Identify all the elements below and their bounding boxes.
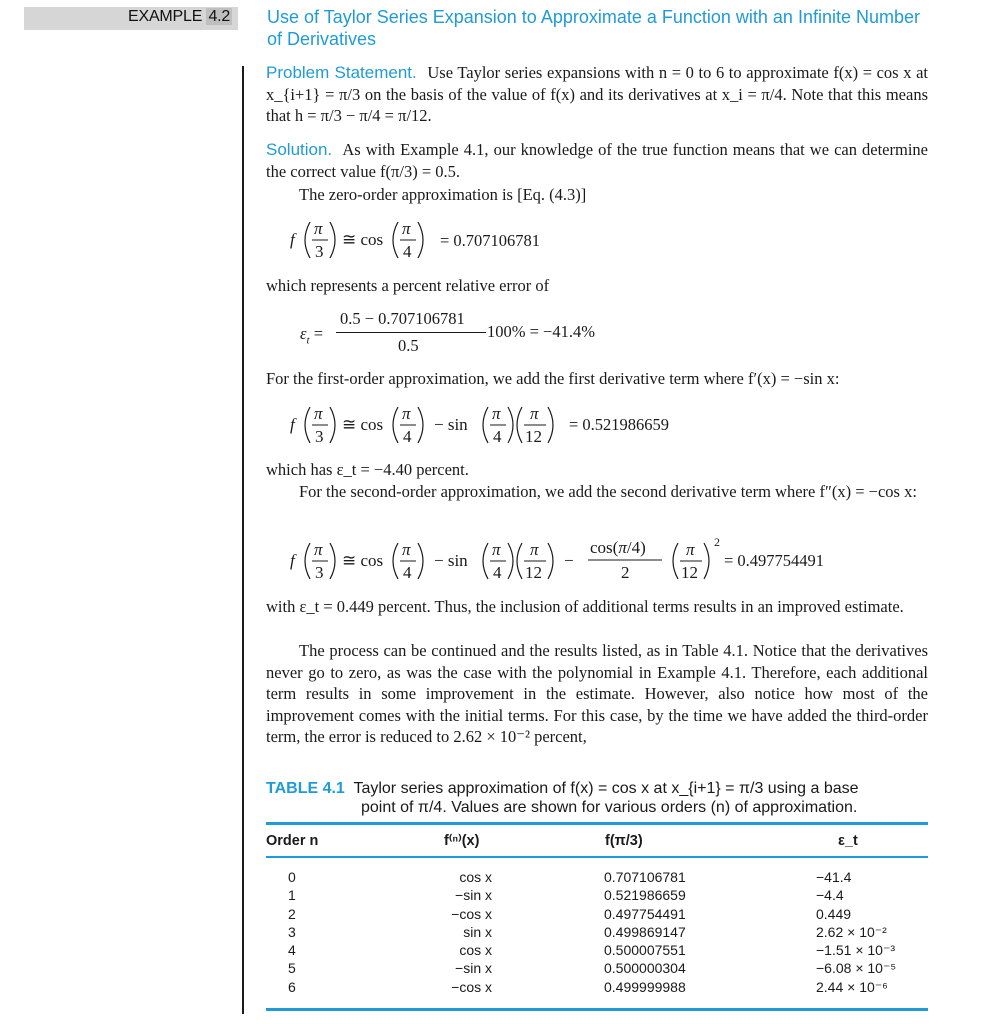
table-top-rule xyxy=(266,822,928,825)
svg-text:π: π xyxy=(686,540,695,559)
example-number: 4.2 xyxy=(208,8,231,25)
svg-text:4: 4 xyxy=(403,563,412,582)
table-column-derivative xyxy=(420,868,492,996)
svg-text:−: − xyxy=(564,551,574,570)
table-header-derivative: f⁽ⁿ⁾(x) xyxy=(444,833,480,849)
table-header-error: ε_t xyxy=(838,833,858,849)
second-order-error-text: with ε_t = 0.449 percent. Thus, the inclusion of additional terms results in an improved estimate. xyxy=(266,597,904,616)
eq2-denominator: 0.5 xyxy=(398,336,419,355)
problem-heading: Problem Statement. xyxy=(266,63,417,82)
table-cell: −sin x xyxy=(455,887,492,904)
table-column-value xyxy=(604,868,686,996)
table-cell: sin x xyxy=(463,923,492,940)
table-caption xyxy=(266,779,928,799)
table-cell: 0.521986659 xyxy=(604,887,686,904)
svg-text:π: π xyxy=(530,540,539,559)
margin-rule xyxy=(242,66,244,1014)
svg-text:2: 2 xyxy=(621,563,630,582)
example-label xyxy=(128,8,232,26)
table-header-rule xyxy=(266,856,928,858)
table-cell: −sin x xyxy=(455,960,492,977)
table-cell: 3 xyxy=(288,923,296,940)
eq2-numerator: 0.5 − 0.707106781 xyxy=(340,309,465,328)
table-cell: cos x xyxy=(459,942,492,959)
svg-text:2: 2 xyxy=(714,535,720,549)
svg-text:π: π xyxy=(530,404,539,423)
svg-text:π: π xyxy=(314,540,323,559)
eq4-result: = 0.497754491 xyxy=(724,551,825,570)
eq1-result: = 0.707106781 xyxy=(440,231,541,250)
svg-text:π: π xyxy=(492,404,501,423)
svg-text:12: 12 xyxy=(681,563,698,582)
svg-text:3: 3 xyxy=(315,563,324,582)
solution-text: As with Example 4.1, our knowledge of the true function means that we can determine the correct value f(π/3) = 0.5. xyxy=(266,140,928,181)
table-cell: 0.499999988 xyxy=(604,978,686,995)
svg-text:π: π xyxy=(402,219,411,238)
eq4-formula-svg xyxy=(290,533,730,585)
eq2-lhs: $\varepsilon_t$ = xyxy=(300,324,324,347)
problem-text: Use Taylor series expansions with n = 0 to 6 to approximate f(x) = cos x at x_{i+1} = π/3 on the basis of the value of f(x) and its derivatives at x_i = π/4. Note that this means that h = π/3 − π/4 = π/12. xyxy=(266,63,928,125)
svg-text:π: π xyxy=(402,540,411,559)
svg-text:4: 4 xyxy=(493,427,502,446)
table-header-value: f(π/3) xyxy=(605,833,643,849)
table-cell: −41.4 xyxy=(816,869,852,885)
example-title: Use of Taylor Series Expansion to Approximate a Function with an Infinite Number of Derivatives xyxy=(267,7,921,49)
svg-text:4: 4 xyxy=(403,242,412,261)
zero-order-text: The zero-order approximation is [Eq. (4.3)] xyxy=(299,185,587,204)
table-column-error xyxy=(790,868,926,996)
first-order-text: For the first-order approximation, we add the first derivative term where f′(x) = −sin x: xyxy=(266,369,840,388)
relative-error-text: which represents a percent relative error of xyxy=(266,276,550,295)
first-order-error-text: which has ε_t = −4.40 percent. xyxy=(266,460,469,479)
table-cell: 1 xyxy=(288,887,296,904)
svg-text:f: f xyxy=(290,230,295,249)
svg-text:− sin: − sin xyxy=(434,551,468,570)
table-caption-line1: Taylor series approximation of f(x) = cos x at x_{i+1} = π/3 using a base xyxy=(353,780,859,797)
problem-statement xyxy=(266,62,928,127)
svg-text:12: 12 xyxy=(525,427,542,446)
svg-text:≅ cos: ≅ cos xyxy=(342,415,384,434)
process-paragraph: The process can be continued and the results listed, as in Table 4.1. Notice that the derivatives never go to zero, as was the case with the polynomial in Example 4.1. Therefore, each additional term results in some improvement in the estimate. However, also notice how most of the improvement comes with the initial terms. For this case, by the time we have added the third-order term, the error is reduced to 2.62 × 10⁻² percent, xyxy=(266,641,928,746)
table-cell: 2.62 × 10⁻² xyxy=(816,923,887,940)
solution-paragraph xyxy=(266,139,928,182)
table-label: TABLE 4.1 xyxy=(266,780,345,797)
table-cell: −4.4 xyxy=(816,887,844,904)
svg-text:4: 4 xyxy=(493,563,502,582)
svg-text:12: 12 xyxy=(525,563,542,582)
equation-relative-error xyxy=(300,309,660,357)
example-label-word: EXAMPLE xyxy=(128,8,203,25)
table-cell: 0.707106781 xyxy=(604,869,686,885)
svg-text:cos(π/4): cos(π/4) xyxy=(590,538,646,557)
table-cell: 0.499869147 xyxy=(604,923,686,940)
svg-text:− sin: − sin xyxy=(434,415,468,434)
table-cell: −cos x xyxy=(451,905,492,922)
table-cell: 0.449 xyxy=(816,905,852,922)
table-cell: −cos x xyxy=(451,978,492,995)
table-cell: −6.08 × 10⁻⁵ xyxy=(816,960,897,977)
table-caption-line2: point of π/4. Values are shown for various orders (n) of approximation. xyxy=(361,799,858,816)
table-cell: −1.51 × 10⁻³ xyxy=(816,942,896,959)
table-column-order xyxy=(288,868,296,996)
second-order-text: For the second-order approximation, we add the second derivative term where f″(x) = −cos x: xyxy=(299,482,917,501)
eq3-result: = 0.521986659 xyxy=(569,415,670,434)
svg-text:π: π xyxy=(492,540,501,559)
table-cell: 0.497754491 xyxy=(604,905,686,922)
table-cell: 2 xyxy=(288,905,296,922)
table-header-order: Order n xyxy=(266,833,319,849)
table-cell: 6 xyxy=(288,978,296,995)
eq2-result: 100% = −41.4% xyxy=(487,322,595,341)
table-cell: 5 xyxy=(288,960,296,977)
table-cell: 0.500007551 xyxy=(604,942,686,959)
table-cell: 2.44 × 10⁻⁶ xyxy=(816,978,888,995)
svg-text:3: 3 xyxy=(315,427,324,446)
svg-text:π: π xyxy=(314,219,323,238)
svg-text:3: 3 xyxy=(315,242,324,261)
table-cell: cos x xyxy=(459,869,492,885)
table-cell: 0.500000304 xyxy=(604,960,686,977)
table-cell: 4 xyxy=(288,942,296,959)
solution-heading: Solution. xyxy=(266,140,333,159)
svg-text:π: π xyxy=(402,404,411,423)
svg-text:4: 4 xyxy=(403,427,412,446)
svg-text:π: π xyxy=(314,404,323,423)
table-cell: 0 xyxy=(288,869,296,885)
svg-text:f: f xyxy=(290,415,295,434)
svg-text:≅ cos: ≅ cos xyxy=(342,230,384,249)
svg-text:f: f xyxy=(290,551,295,570)
svg-text:≅ cos: ≅ cos xyxy=(342,551,384,570)
eq2-fraction-bar xyxy=(336,332,486,333)
table-bottom-rule xyxy=(266,1008,928,1011)
